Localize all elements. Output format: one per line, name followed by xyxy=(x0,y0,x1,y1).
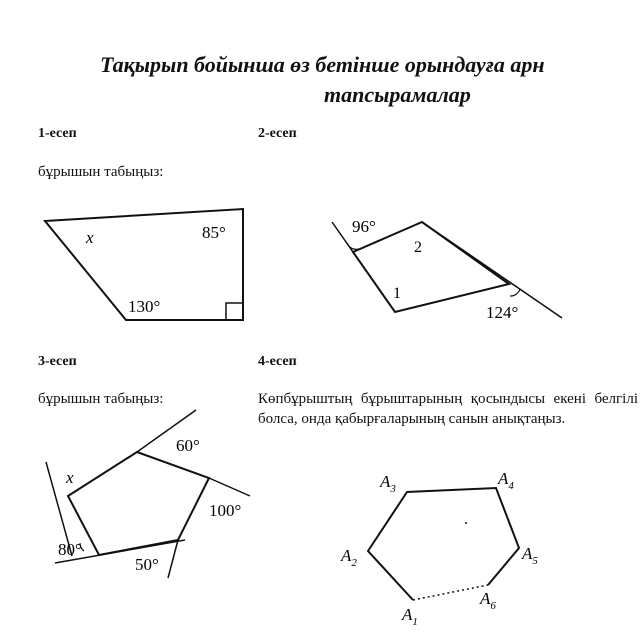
fig3-100-label: 100° xyxy=(209,501,242,520)
polygon-dotted-edge xyxy=(413,585,488,600)
vertex-A6-label: $A_6$ xyxy=(480,589,496,612)
task3-label: 3-есеп xyxy=(38,354,77,369)
vertex-A1-label: $A_1$ xyxy=(402,605,418,628)
fig2-angle-1-label: 1 xyxy=(393,285,401,302)
fig1-x-label: x xyxy=(86,228,94,247)
quadrilateral-2-shape xyxy=(353,222,509,312)
fig1-130-label: 130° xyxy=(128,297,161,316)
pentagon-shape xyxy=(68,452,209,555)
task2-label: 2-есеп xyxy=(258,126,297,141)
vertex-A4-label: $A_4$ xyxy=(498,469,514,492)
task4-text: Көпбұрыштың бұрыштарының қосындысы екені белгілі болса, онда қабырғаларының санын анықтаңыз. xyxy=(258,391,638,427)
figure-2-quadrilateral xyxy=(332,217,562,322)
fig3-50-label: 50° xyxy=(135,555,159,574)
fig2-angle-2-label: 2 xyxy=(414,239,422,256)
task3-text: бұрышын табыңыз: xyxy=(38,391,164,407)
task4-label: 4-есеп xyxy=(258,354,297,369)
vertex-A5-label: $A_5$ xyxy=(522,544,538,567)
ext-line-bottom-right xyxy=(168,540,178,578)
figure-1-quadrilateral xyxy=(45,209,243,320)
right-angle-mark xyxy=(226,303,243,320)
figure-4-polygon xyxy=(340,469,538,628)
fig3-x-label: x xyxy=(66,468,74,487)
fig3-60-label: 60° xyxy=(176,436,200,455)
fig3-80-label: 80° xyxy=(58,540,82,559)
task1-text: бұрышын табыңыз: xyxy=(38,164,164,180)
fig2-124-label: 124° xyxy=(486,303,519,322)
angle-arc-96 xyxy=(347,243,359,249)
title-line-2: тапсырамалар xyxy=(324,82,471,107)
title-line-1: Тақырып бойынша өз бетінше орындауға арн xyxy=(100,52,545,77)
fig1-85-label: 85° xyxy=(202,223,226,242)
figure-3-pentagon xyxy=(46,410,250,578)
vertex-A2-label: $A_2$ xyxy=(341,546,357,569)
angle-arc-124 xyxy=(510,289,520,296)
task1-label: 1-есеп xyxy=(38,126,77,141)
fig2-96-label: 96° xyxy=(352,217,376,236)
vertex-A3-label: $A_3$ xyxy=(380,472,396,495)
ext-line-right xyxy=(209,478,250,496)
center-dot xyxy=(465,522,467,524)
polygon-solid-edges xyxy=(368,488,519,600)
